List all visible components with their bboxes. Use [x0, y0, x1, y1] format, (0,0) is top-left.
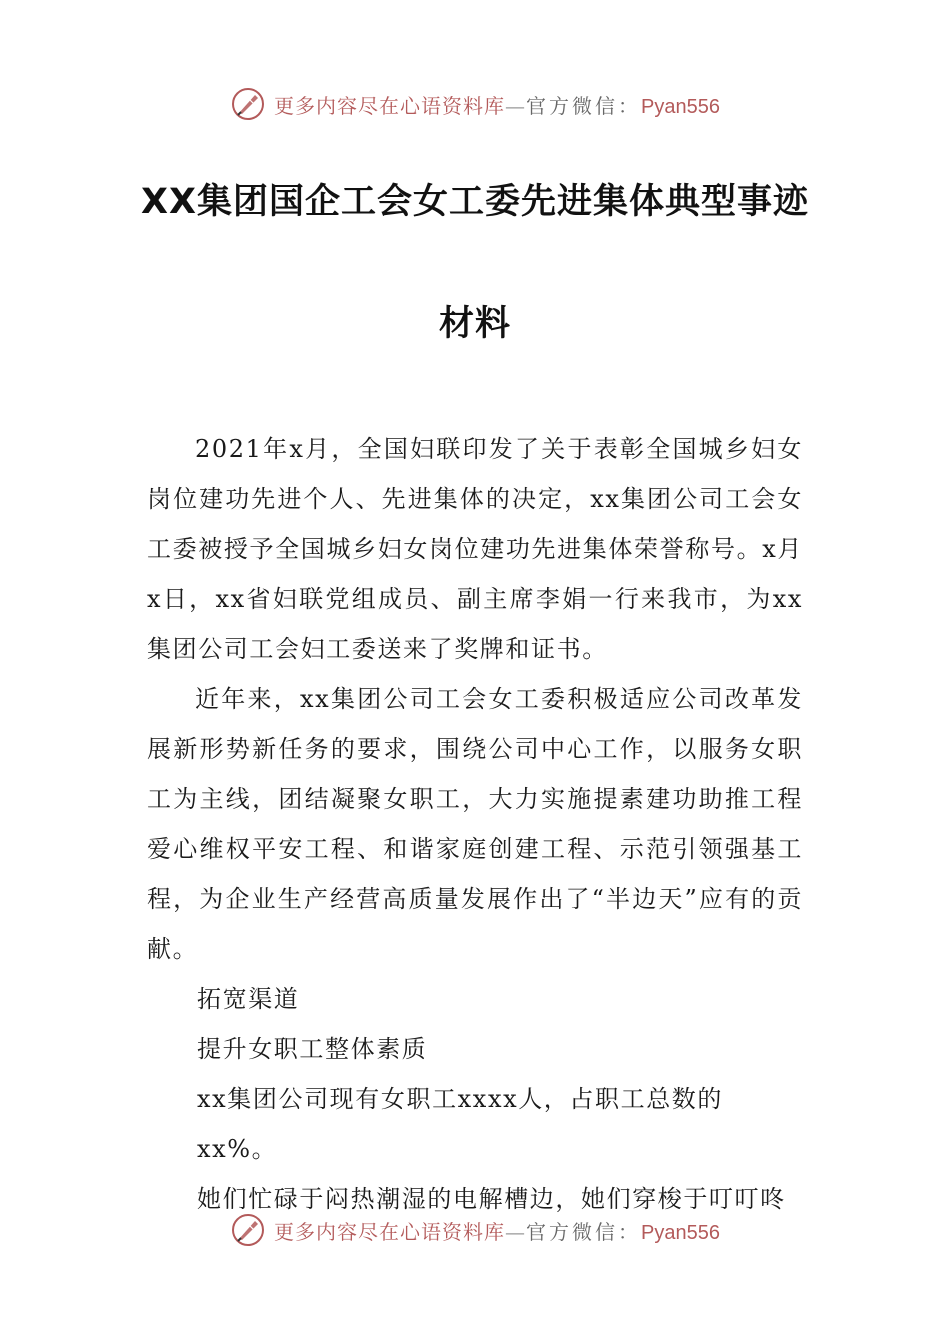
banner-wechat-label: 官方微信： — [526, 1219, 642, 1244]
document-body — [147, 424, 803, 1224]
paragraph-1: 2021年x月，全国妇联印发了关于表彰全国城乡妇女岗位建功先进个人、先进集体的决定，xx集团公司工会女工委被授予全国城乡妇女岗位建功先进集体荣誉称号。x月x日，xx省妇联党组成员、副主席李娟一行来我市，为xx集团公司工会妇工委送来了奖牌和证书。 — [147, 435, 803, 663]
footer-banner — [0, 1208, 950, 1252]
banner-slogan: 更多内容尽在心语资料库 — [274, 93, 506, 118]
document-title: XX集团国企工会女工委先进集体典型事迹 — [141, 182, 809, 222]
section-heading-2: 提升女职工整体素质 — [197, 1035, 428, 1063]
banner-text — [274, 1216, 720, 1245]
banner-separator: — — [505, 1219, 527, 1244]
banner-text — [274, 90, 720, 119]
banner-wechat-label: 官方微信： — [526, 93, 642, 118]
paragraph-3: xx集团公司现有女职工xxxx人，占职工总数的xx%。 — [197, 1085, 724, 1163]
header-banner — [0, 82, 950, 126]
quill-logo-icon — [230, 1212, 266, 1248]
paragraph-2: 近年来，xx集团公司工会女工委积极适应公司改革发展新形势新任务的要求，围绕公司中心工作，以服务女职工为主线，团结凝聚女职工，大力实施提素建功助推工程爱心维权平安工程、和谐家庭创建工程、示范引领强基工程，为企业生产经营高质量发展作出了“半边天”应有的贡献。 — [147, 685, 803, 963]
banner-wechat-id: Pyan556 — [641, 95, 720, 118]
document-title-line2: 材料 — [438, 304, 511, 344]
banner-slogan: 更多内容尽在心语资料库 — [274, 1219, 506, 1244]
banner-separator: — — [505, 93, 527, 118]
paragraph-4: 她们忙碌于闷热潮湿的电解槽边，她们穿梭于叮叮咚 — [197, 1185, 786, 1213]
quill-logo-icon — [230, 86, 266, 122]
banner-wechat-id: Pyan556 — [641, 1221, 720, 1244]
section-heading-1: 拓宽渠道 — [197, 985, 300, 1013]
